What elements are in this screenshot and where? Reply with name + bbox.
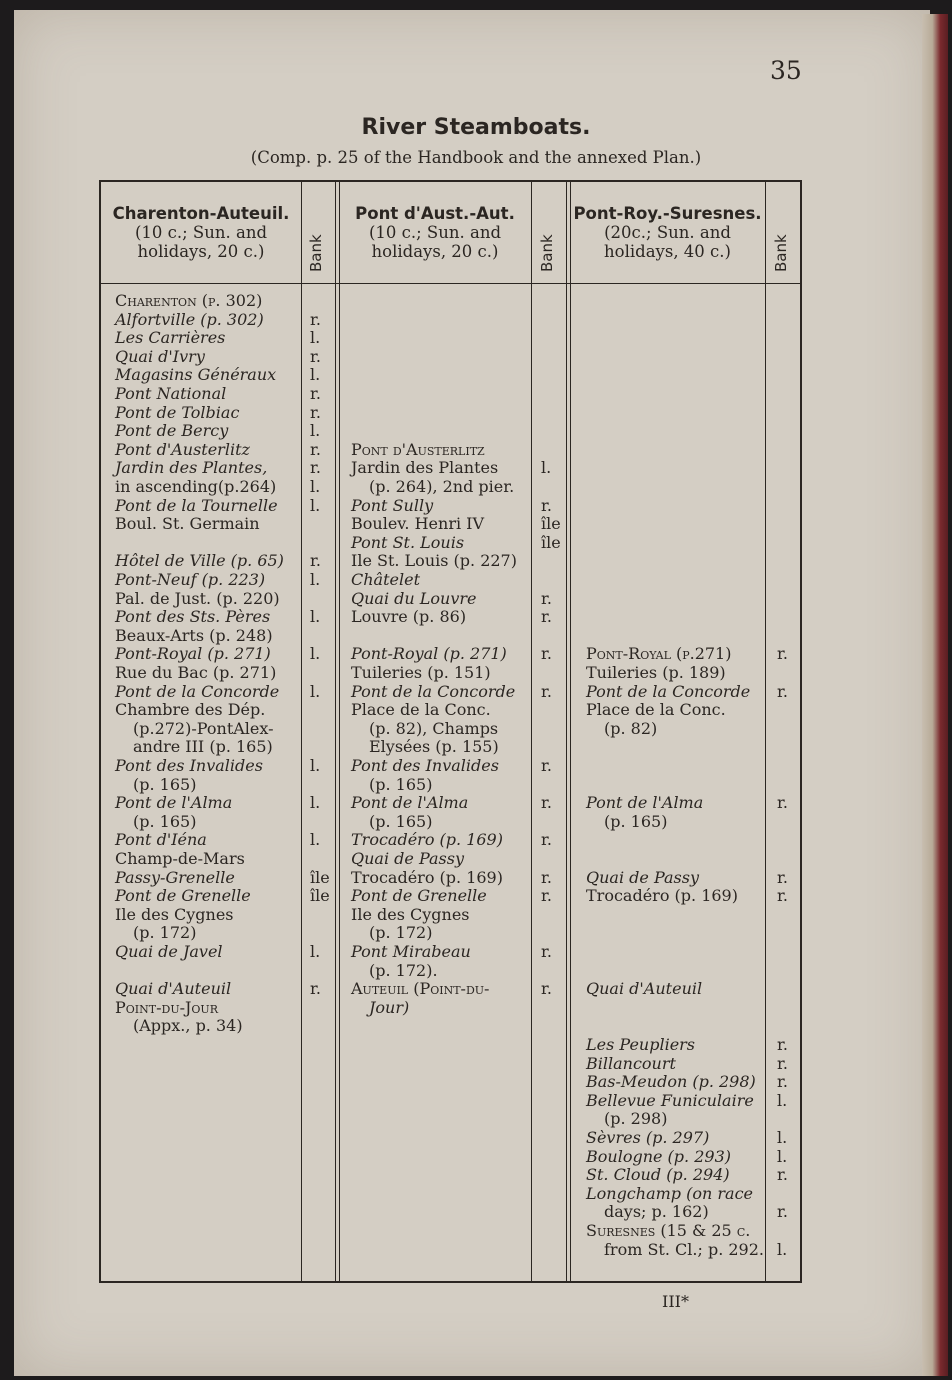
stop-name: Sèvres (p. 297)	[586, 1128, 710, 1147]
bank-header: Bank	[772, 234, 790, 272]
bank-side: l.	[310, 477, 321, 496]
bank-side: r.	[310, 979, 321, 999]
steamboat-table	[99, 180, 802, 1283]
bank-side: r.	[541, 867, 552, 887]
stop-name: Jardin des Plantes,	[115, 458, 268, 478]
stop-name: Châtelet	[351, 570, 420, 589]
stop-name: (p. 298)	[604, 1109, 668, 1129]
bank-side: r.	[541, 830, 552, 850]
stop-name: (p. 165)	[369, 774, 433, 794]
bank-side: l.	[310, 421, 321, 441]
bank-header: Bank	[307, 234, 325, 272]
page-number: 35	[770, 56, 802, 85]
stop-name: (Appx., p. 34)	[133, 1016, 243, 1036]
column-divider	[335, 182, 336, 1281]
bank-side: r.	[541, 607, 552, 627]
stop-name: Pont de Grenelle	[115, 886, 251, 906]
stop-name: Pont-Royal (p.271)	[586, 644, 732, 664]
stop-name: Pont de Tolbiac	[115, 402, 240, 422]
page-title: River Steamboats.	[361, 115, 591, 140]
bank-side: r.	[777, 867, 788, 887]
bank-side: r.	[541, 756, 552, 775]
stop-name: Pont de la Concorde	[586, 681, 751, 701]
header-rule	[101, 283, 800, 284]
header-pont-roy-suresnes	[570, 204, 765, 261]
stop-name: Quai d'Ivry	[115, 346, 205, 366]
header-line: (20c.; Sun. and	[604, 223, 731, 242]
bank-side: l.	[310, 570, 321, 589]
bank-side: l.	[310, 495, 321, 515]
stop-name: Trocadéro (p. 169)	[351, 867, 503, 887]
stop-name: Point-du-Jour	[115, 997, 218, 1017]
header-line: holidays, 20 c.)	[371, 242, 499, 261]
bank-side: île	[310, 867, 330, 887]
bank-side: l.	[310, 365, 321, 385]
bank-side: r.	[310, 309, 321, 329]
header-line: holidays, 20 c.)	[137, 242, 265, 261]
stop-name: Tuileries (p. 189)	[586, 663, 726, 682]
stop-name: Pont Mirabeau	[351, 942, 471, 961]
stop-name: Pont de l'Alma	[115, 793, 233, 813]
stop-name: Quai de Passy	[586, 867, 700, 887]
bank-side: île	[541, 532, 561, 552]
bank-side: r.	[310, 346, 321, 366]
stop-name: Place de la Conc.	[586, 700, 726, 720]
signature-mark: III*	[662, 1292, 689, 1311]
header-line: (10 c.; Sun. and	[134, 223, 268, 242]
bank-side: île	[541, 514, 561, 534]
bank-side: r.	[310, 384, 321, 403]
stop-name: Pont d'Austerlitz	[351, 439, 485, 459]
stop-name: (p. 165)	[369, 811, 433, 831]
stop-name: Louvre (p. 86)	[351, 607, 467, 627]
stop-name: Quai de Passy	[351, 849, 465, 868]
stop-name: Pont National	[115, 384, 227, 403]
header-line: Pont d'Aust.-Aut.	[355, 204, 515, 223]
column-divider	[531, 182, 532, 1281]
bank-side: r.	[541, 886, 552, 906]
stop-name: Les Carrières	[115, 328, 226, 348]
stop-name: Elysées (p. 155)	[369, 737, 499, 757]
bank-header: Bank	[538, 234, 556, 272]
stop-name: (p. 264), 2nd pier.	[369, 477, 515, 496]
stop-name: Suresnes (15 & 25 c.	[586, 1221, 751, 1240]
stop-name: Quai de Javel	[115, 942, 223, 961]
header-charenton-auteuil	[101, 204, 301, 261]
stop-name: Jardin des Plantes	[351, 458, 499, 478]
bank-side: l.	[777, 1090, 788, 1110]
stop-name: Longchamp (on race	[586, 1183, 753, 1203]
stop-name: Alfortville (p. 302)	[115, 309, 264, 329]
bank-side: r.	[541, 681, 552, 701]
bank-side: l.	[777, 1128, 788, 1147]
stop-name: from St. Cl.; p. 292.	[604, 1239, 764, 1259]
stop-name: Passy-Grenelle	[115, 867, 235, 887]
stop-name: Pont d'Iéna	[115, 830, 207, 850]
bank-side: r.	[777, 793, 788, 813]
bank-side: r.	[777, 1035, 788, 1054]
stop-name: (p. 82)	[604, 718, 658, 738]
stop-name: Quai du Louvre	[351, 588, 477, 608]
column-divider	[765, 182, 766, 1281]
column-divider	[301, 182, 302, 1281]
bank-side: l.	[777, 1239, 788, 1259]
bank-side: r.	[777, 1053, 788, 1073]
stop-name: (p. 82), Champs	[369, 718, 499, 738]
stop-name: Charenton (p. 302)	[115, 291, 263, 310]
stop-name: Tuileries (p. 151)	[351, 663, 491, 682]
bank-side: r.	[777, 644, 788, 664]
stop-name: Pont de la Concorde	[115, 681, 280, 701]
stop-name: Champ-de-Mars	[115, 849, 245, 868]
book-edge	[922, 14, 948, 1376]
stop-name: Pont de la Concorde	[351, 681, 516, 701]
bank-side: l.	[310, 681, 321, 701]
stop-name: Ile des Cygnes	[115, 904, 234, 924]
stop-name: Boul. St. Germain	[115, 514, 260, 534]
stop-name: Pont d'Austerlitz	[115, 439, 250, 459]
bank-side: r.	[541, 588, 552, 608]
stop-name: Pal. de Just. (p. 220)	[115, 588, 280, 608]
bank-side: r.	[310, 551, 321, 571]
stop-name: Place de la Conc.	[351, 700, 491, 720]
stop-name: Bas-Meudon (p. 298)	[586, 1072, 756, 1092]
bank-side: l.	[310, 756, 321, 775]
bank-side: r.	[541, 644, 552, 664]
stop-name: Ile des Cygnes	[351, 904, 470, 924]
bank-side: île	[310, 886, 330, 906]
bank-side: r.	[541, 942, 552, 961]
stop-name: Pont de Grenelle	[351, 886, 487, 906]
stop-name: Pont de l'Alma	[586, 793, 704, 813]
stop-name: Auteuil (Point-du-	[351, 979, 490, 999]
stop-name: Bellevue Funiculaire	[586, 1090, 754, 1110]
stop-name: Boulogne (p. 293)	[586, 1146, 731, 1166]
stop-name: Pont Sully	[351, 495, 434, 515]
bank-side: r.	[310, 439, 321, 459]
stop-name: Hôtel de Ville (p. 65)	[115, 551, 284, 571]
bank-side: l.	[310, 793, 321, 813]
bank-side: r.	[541, 979, 552, 999]
stop-name: Pont-Neuf (p. 223)	[115, 570, 266, 589]
stop-name: days; p. 162)	[604, 1202, 709, 1222]
stop-name: Rue du Bac (p. 271)	[115, 663, 277, 682]
bank-side: l.	[310, 328, 321, 348]
stop-name: (p. 165)	[133, 774, 197, 794]
stop-name: Les Peupliers	[586, 1035, 696, 1054]
bank-side: r.	[310, 402, 321, 422]
stop-name: Beaux-Arts (p. 248)	[115, 625, 273, 645]
header-line: holidays, 40 c.)	[604, 242, 731, 261]
bank-side: l.	[310, 607, 321, 627]
bank-side: r.	[777, 886, 788, 906]
bank-side: r.	[310, 458, 321, 478]
stop-name: Pont St. Louis	[351, 532, 465, 552]
bank-side: r.	[541, 793, 552, 813]
stop-name: Quai d'Auteuil	[115, 979, 232, 999]
stop-name: Billancourt	[586, 1053, 676, 1073]
stop-name: Chambre des Dép.	[115, 700, 266, 720]
stop-name: Pont-Royal (p. 271)	[351, 644, 507, 664]
stop-name: (p. 172)	[369, 923, 433, 943]
stop-name: (p. 172)	[133, 923, 197, 943]
stop-name: in ascending(p.264)	[115, 477, 277, 496]
bank-side: r.	[777, 681, 788, 701]
stop-name: Jour)	[369, 997, 410, 1017]
stop-name: (p. 165)	[604, 811, 668, 831]
stop-name: Pont de l'Alma	[351, 793, 469, 813]
stop-name: Trocadéro (p. 169)	[351, 830, 503, 850]
stop-name: Pont de la Tournelle	[115, 495, 278, 515]
column-divider	[570, 182, 571, 1281]
stop-name: St. Cloud (p. 294)	[586, 1165, 730, 1185]
bank-side: l.	[310, 830, 321, 850]
bank-side: r.	[777, 1165, 788, 1185]
stop-name: Pont de Bercy	[115, 421, 229, 441]
header-pont-aust-aut	[339, 204, 531, 261]
header-line: Charenton-Auteuil.	[112, 204, 290, 223]
header-line: Pont-Roy.-Suresnes.	[573, 204, 762, 223]
stop-name: Quai d'Auteuil	[586, 979, 703, 999]
bank-side: l.	[310, 644, 321, 664]
stop-name: Boulev. Henri IV	[351, 514, 485, 534]
bank-side: r.	[541, 495, 552, 515]
stop-name: (p. 172).	[369, 960, 438, 980]
stop-name: Pont des Sts. Pères	[115, 607, 271, 627]
stop-name: Magasins Généraux	[115, 365, 277, 385]
page-subtitle: (Comp. p. 25 of the Handbook and the annexed Plan.)	[250, 148, 702, 167]
stop-name: (p. 165)	[133, 811, 197, 831]
header-line: (10 c.; Sun. and	[368, 223, 502, 242]
stop-name: Pont-Royal (p. 271)	[115, 644, 271, 664]
stop-name: Pont des Invalides	[351, 756, 499, 775]
column-divider	[339, 182, 340, 1281]
bank-side: l.	[777, 1146, 788, 1166]
stop-name: Trocadéro (p. 169)	[586, 886, 738, 906]
bank-side: l.	[310, 942, 321, 961]
stop-name: andre III (p. 165)	[133, 737, 273, 757]
stop-name: Ile St. Louis (p. 227)	[351, 551, 517, 571]
bank-side: r.	[777, 1072, 788, 1092]
column-divider	[566, 182, 567, 1281]
bank-side: r.	[777, 1202, 788, 1222]
stop-name: (p.272)-PontAlex-	[133, 718, 274, 738]
stop-name: Pont des Invalides	[115, 756, 263, 775]
bank-side: l.	[541, 458, 552, 478]
